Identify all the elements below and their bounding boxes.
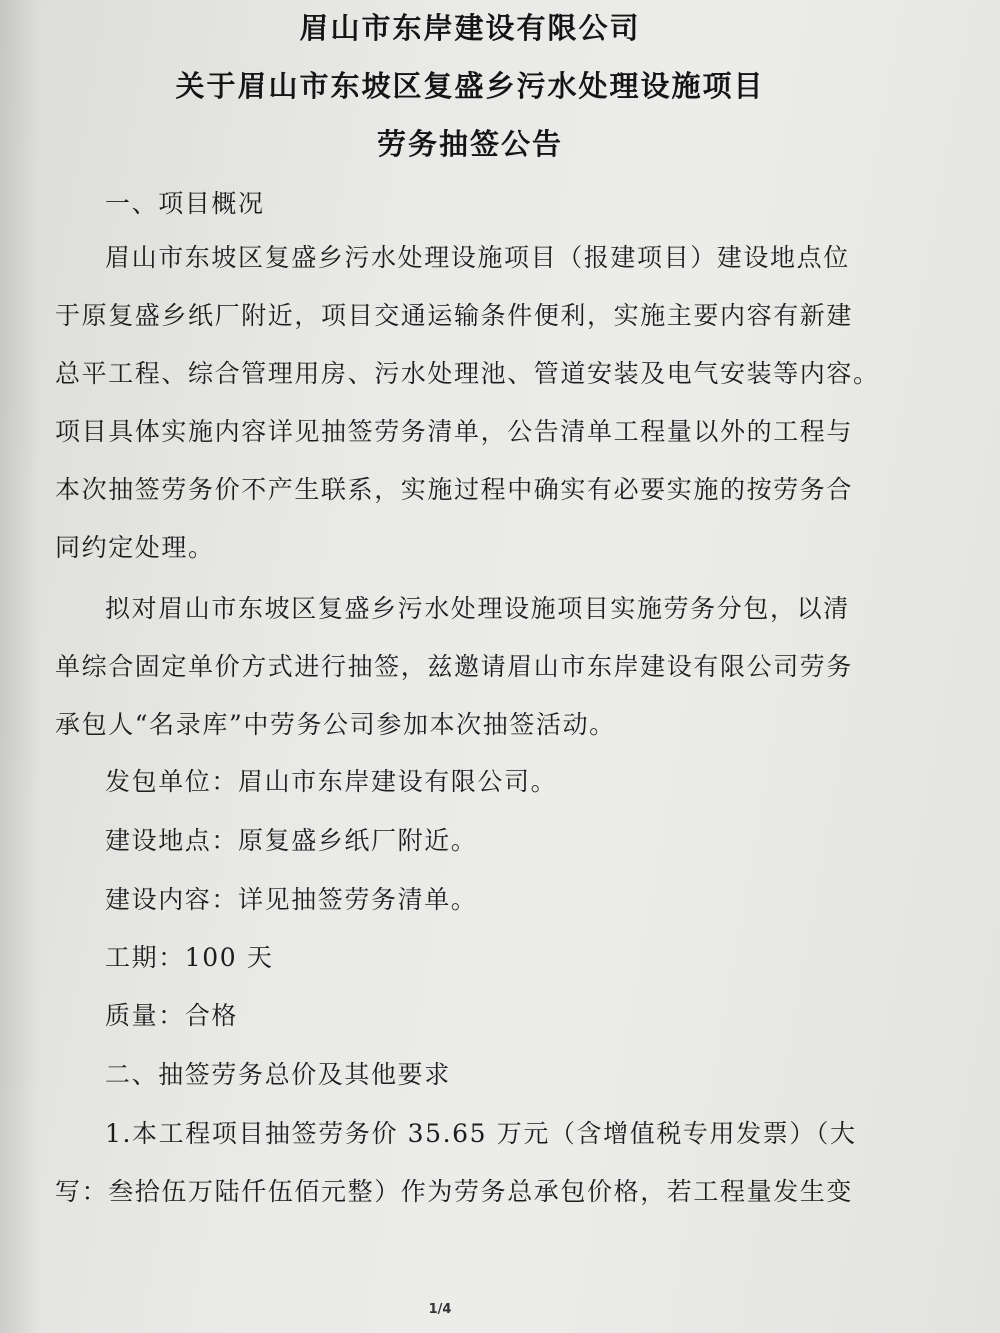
- paragraph-line: 同约定处理。: [55, 533, 215, 562]
- document-title-type: 劳务抽签公告: [376, 127, 563, 161]
- field-content: 建设内容：详见抽签劳务清单。: [105, 885, 478, 914]
- page-edge-shadow: [0, 0, 40, 1333]
- paragraph-line: 单综合固定单价方式进行抽签，兹邀请眉山市东岸建设有限公司劳务: [55, 652, 854, 681]
- paragraph-line: 本次抽签劳务价不产生联系，实施过程中确实有必要实施的按劳务合: [55, 475, 854, 504]
- field-quality: 质量：合格: [105, 1001, 239, 1030]
- field-contractor: 发包单位：眉山市东岸建设有限公司。: [105, 767, 558, 796]
- document-title-company: 眉山市东岸建设有限公司: [299, 11, 641, 45]
- paragraph-line: 1.本工程项目抽签劳务价 35.65 万元（含增值税专用发票）（大: [105, 1119, 857, 1148]
- document-title-subject: 关于眉山市东坡区复盛乡污水处理设施项目: [175, 69, 765, 103]
- paragraph-line: 拟对眉山市东坡区复盛乡污水处理设施项目实施劳务分包，以清: [105, 594, 850, 623]
- field-duration: 工期：100 天: [105, 943, 274, 972]
- paragraph-line: 眉山市东坡区复盛乡污水处理设施项目（报建项目）建设地点位: [105, 243, 850, 272]
- page-number: 1/4: [428, 1302, 452, 1317]
- paragraph-line: 于原复盛乡纸厂附近，项目交通运输条件便利，实施主要内容有新建: [55, 301, 854, 330]
- paragraph-line: 写：叁拾伍万陆仟伍佰元整）作为劳务总承包价格，若工程量发生变: [55, 1177, 854, 1206]
- section-heading-price: 二、抽签劳务总价及其他要求: [105, 1060, 451, 1089]
- paragraph-line: 承包人“名录库”中劳务公司参加本次抽签活动。: [55, 710, 616, 739]
- section-heading-overview: 一、项目概况: [105, 189, 265, 218]
- field-location: 建设地点：原复盛乡纸厂附近。: [105, 826, 478, 855]
- paragraph-line: 项目具体实施内容详见抽签劳务清单，公告清单工程量以外的工程与: [55, 417, 854, 446]
- paragraph-line: 总平工程、综合管理用房、污水处理池、管道安装及电气安装等内容。: [55, 359, 880, 388]
